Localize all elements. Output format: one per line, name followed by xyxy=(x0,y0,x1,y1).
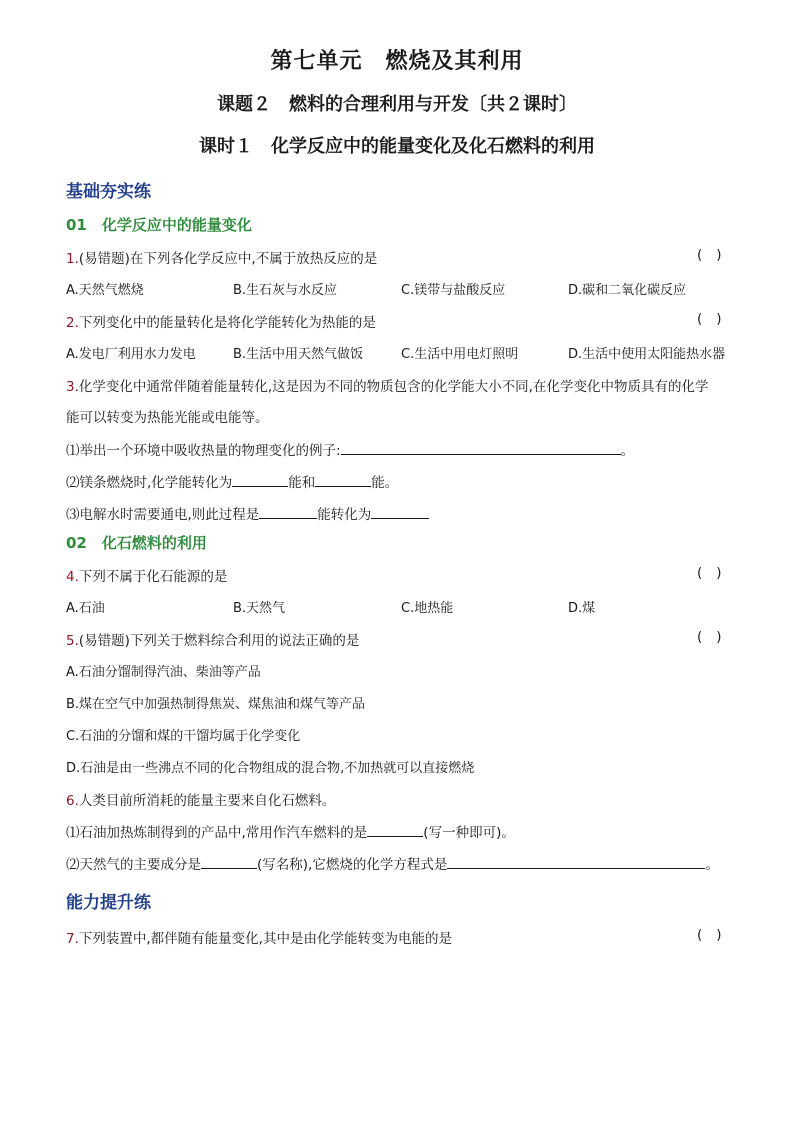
option-c: C.生活中用电灯照明 xyxy=(401,347,519,362)
question-3-sub1 xyxy=(66,439,634,459)
question-number: 3. xyxy=(66,379,79,395)
question-1 xyxy=(66,247,377,267)
section-part2: 02 化石燃料的利用 xyxy=(66,534,207,552)
question-text: 下列变化中的能量转化是将化学能转化为热能的是 xyxy=(78,315,376,331)
option-b: B.煤在空气中加强热制得焦炭、煤焦油和煤气等产品 xyxy=(66,697,366,712)
option-c: C.地热能 xyxy=(401,601,454,616)
sub-text: (写一种即可)。 xyxy=(423,825,515,841)
question-number: 6. xyxy=(66,793,79,809)
question-6-sub2 xyxy=(66,853,719,873)
option-b: B.生活中用天然气做饭 xyxy=(233,347,364,362)
question-text: 下列装置中,都伴随有能量变化,其中是由化学能转变为电能的是 xyxy=(78,931,452,947)
question-4 xyxy=(66,565,227,585)
question-number: 5. xyxy=(66,633,79,649)
answer-paren: () xyxy=(697,927,736,943)
answer-blank[interactable] xyxy=(259,504,317,519)
sub-text: 能和 xyxy=(288,475,316,491)
option-a: A.石油分馏制得汽油、柴油等产品 xyxy=(66,665,261,680)
question-text: (易错题)下列关于燃料综合利用的说法正确的是 xyxy=(78,633,360,649)
question-5 xyxy=(66,629,359,649)
option-a: A.天然气燃烧 xyxy=(66,283,144,298)
answer-blank[interactable] xyxy=(447,854,705,869)
question-3-sub3 xyxy=(66,503,429,523)
option-d: D.石油是由一些沸点不同的化合物组成的混合物,不加热就可以直接燃烧 xyxy=(66,761,475,776)
section-basic: 基础夯实练 xyxy=(66,182,151,202)
option-d: D.煤 xyxy=(568,601,596,616)
option-a: A.发电厂利用水力发电 xyxy=(66,347,196,362)
question-number: 7. xyxy=(66,931,79,947)
sub-text: ⑵天然气的主要成分是 xyxy=(66,857,201,873)
option-c: C.镁带与盐酸反应 xyxy=(401,283,506,298)
answer-blank[interactable] xyxy=(371,504,429,519)
question-number: 4. xyxy=(66,569,79,585)
sub-text: 能转化为 xyxy=(317,507,372,523)
option-b: B.天然气 xyxy=(233,601,286,616)
sub-text: ⑴石油加热炼制得到的产品中,常用作汽车燃料的是 xyxy=(66,825,368,841)
answer-paren: () xyxy=(697,311,736,327)
answer-blank[interactable] xyxy=(367,822,423,837)
question-7 xyxy=(66,927,452,947)
question-number: 1. xyxy=(66,251,79,267)
question-text: 下列不属于化石能源的是 xyxy=(78,569,228,585)
question-text: 人类目前所消耗的能量主要来自化石燃料。 xyxy=(78,793,336,809)
sub-text: ⑴举出一个环境中吸收热量的物理变化的例子: xyxy=(66,443,341,459)
unit-title: 第七单元 燃烧及其利用 xyxy=(270,48,524,74)
question-3-sub2 xyxy=(66,471,398,491)
question-6 xyxy=(66,789,335,809)
sub-text: ⑶电解水时需要通电,则此过程是 xyxy=(66,507,260,523)
answer-blank[interactable] xyxy=(201,854,257,869)
lesson-title: 课时１ 化学反应中的能量变化及化石燃料的利用 xyxy=(199,136,595,157)
section-part1: 01 化学反应中的能量变化 xyxy=(66,216,252,234)
option-d: D.生活中使用太阳能热水器 xyxy=(568,347,726,362)
answer-paren: () xyxy=(697,247,736,263)
answer-blank[interactable] xyxy=(232,472,288,487)
answer-paren: () xyxy=(697,565,736,581)
topic-title: 课题２ 燃料的合理利用与开发〔共２课时〕 xyxy=(217,94,577,115)
option-d: D.碳和二氧化碳反应 xyxy=(568,283,687,298)
option-b: B.生石灰与水反应 xyxy=(233,283,338,298)
sub-text: 。 xyxy=(620,443,635,459)
sub-text: 。 xyxy=(705,857,719,873)
answer-blank[interactable] xyxy=(315,472,371,487)
option-a: A.石油 xyxy=(66,601,105,616)
answer-paren: () xyxy=(697,629,736,645)
option-c: C.石油的分馏和煤的干馏均属于化学变化 xyxy=(66,729,301,744)
sub-text: (写名称),它燃烧的化学方程式是 xyxy=(257,857,448,873)
question-number: 2. xyxy=(66,315,79,331)
question-3 xyxy=(66,375,708,395)
question-2 xyxy=(66,311,376,331)
section-advanced: 能力提升练 xyxy=(66,893,151,913)
question-text: (易错题)在下列各化学反应中,不属于放热反应的是 xyxy=(78,251,378,267)
answer-blank[interactable] xyxy=(341,440,621,455)
question-3-line2: 能可以转变为热能光能或电能等。 xyxy=(66,410,269,426)
question-6-sub1 xyxy=(66,821,515,841)
question-text: 化学变化中通常伴随着能量转化,这是因为不同的物质包含的化学能大小不同,在化学变化中物质具有的化学 xyxy=(78,379,709,395)
sub-text: ⑵镁条燃烧时,化学能转化为 xyxy=(66,475,233,491)
sub-text: 能。 xyxy=(371,475,399,491)
